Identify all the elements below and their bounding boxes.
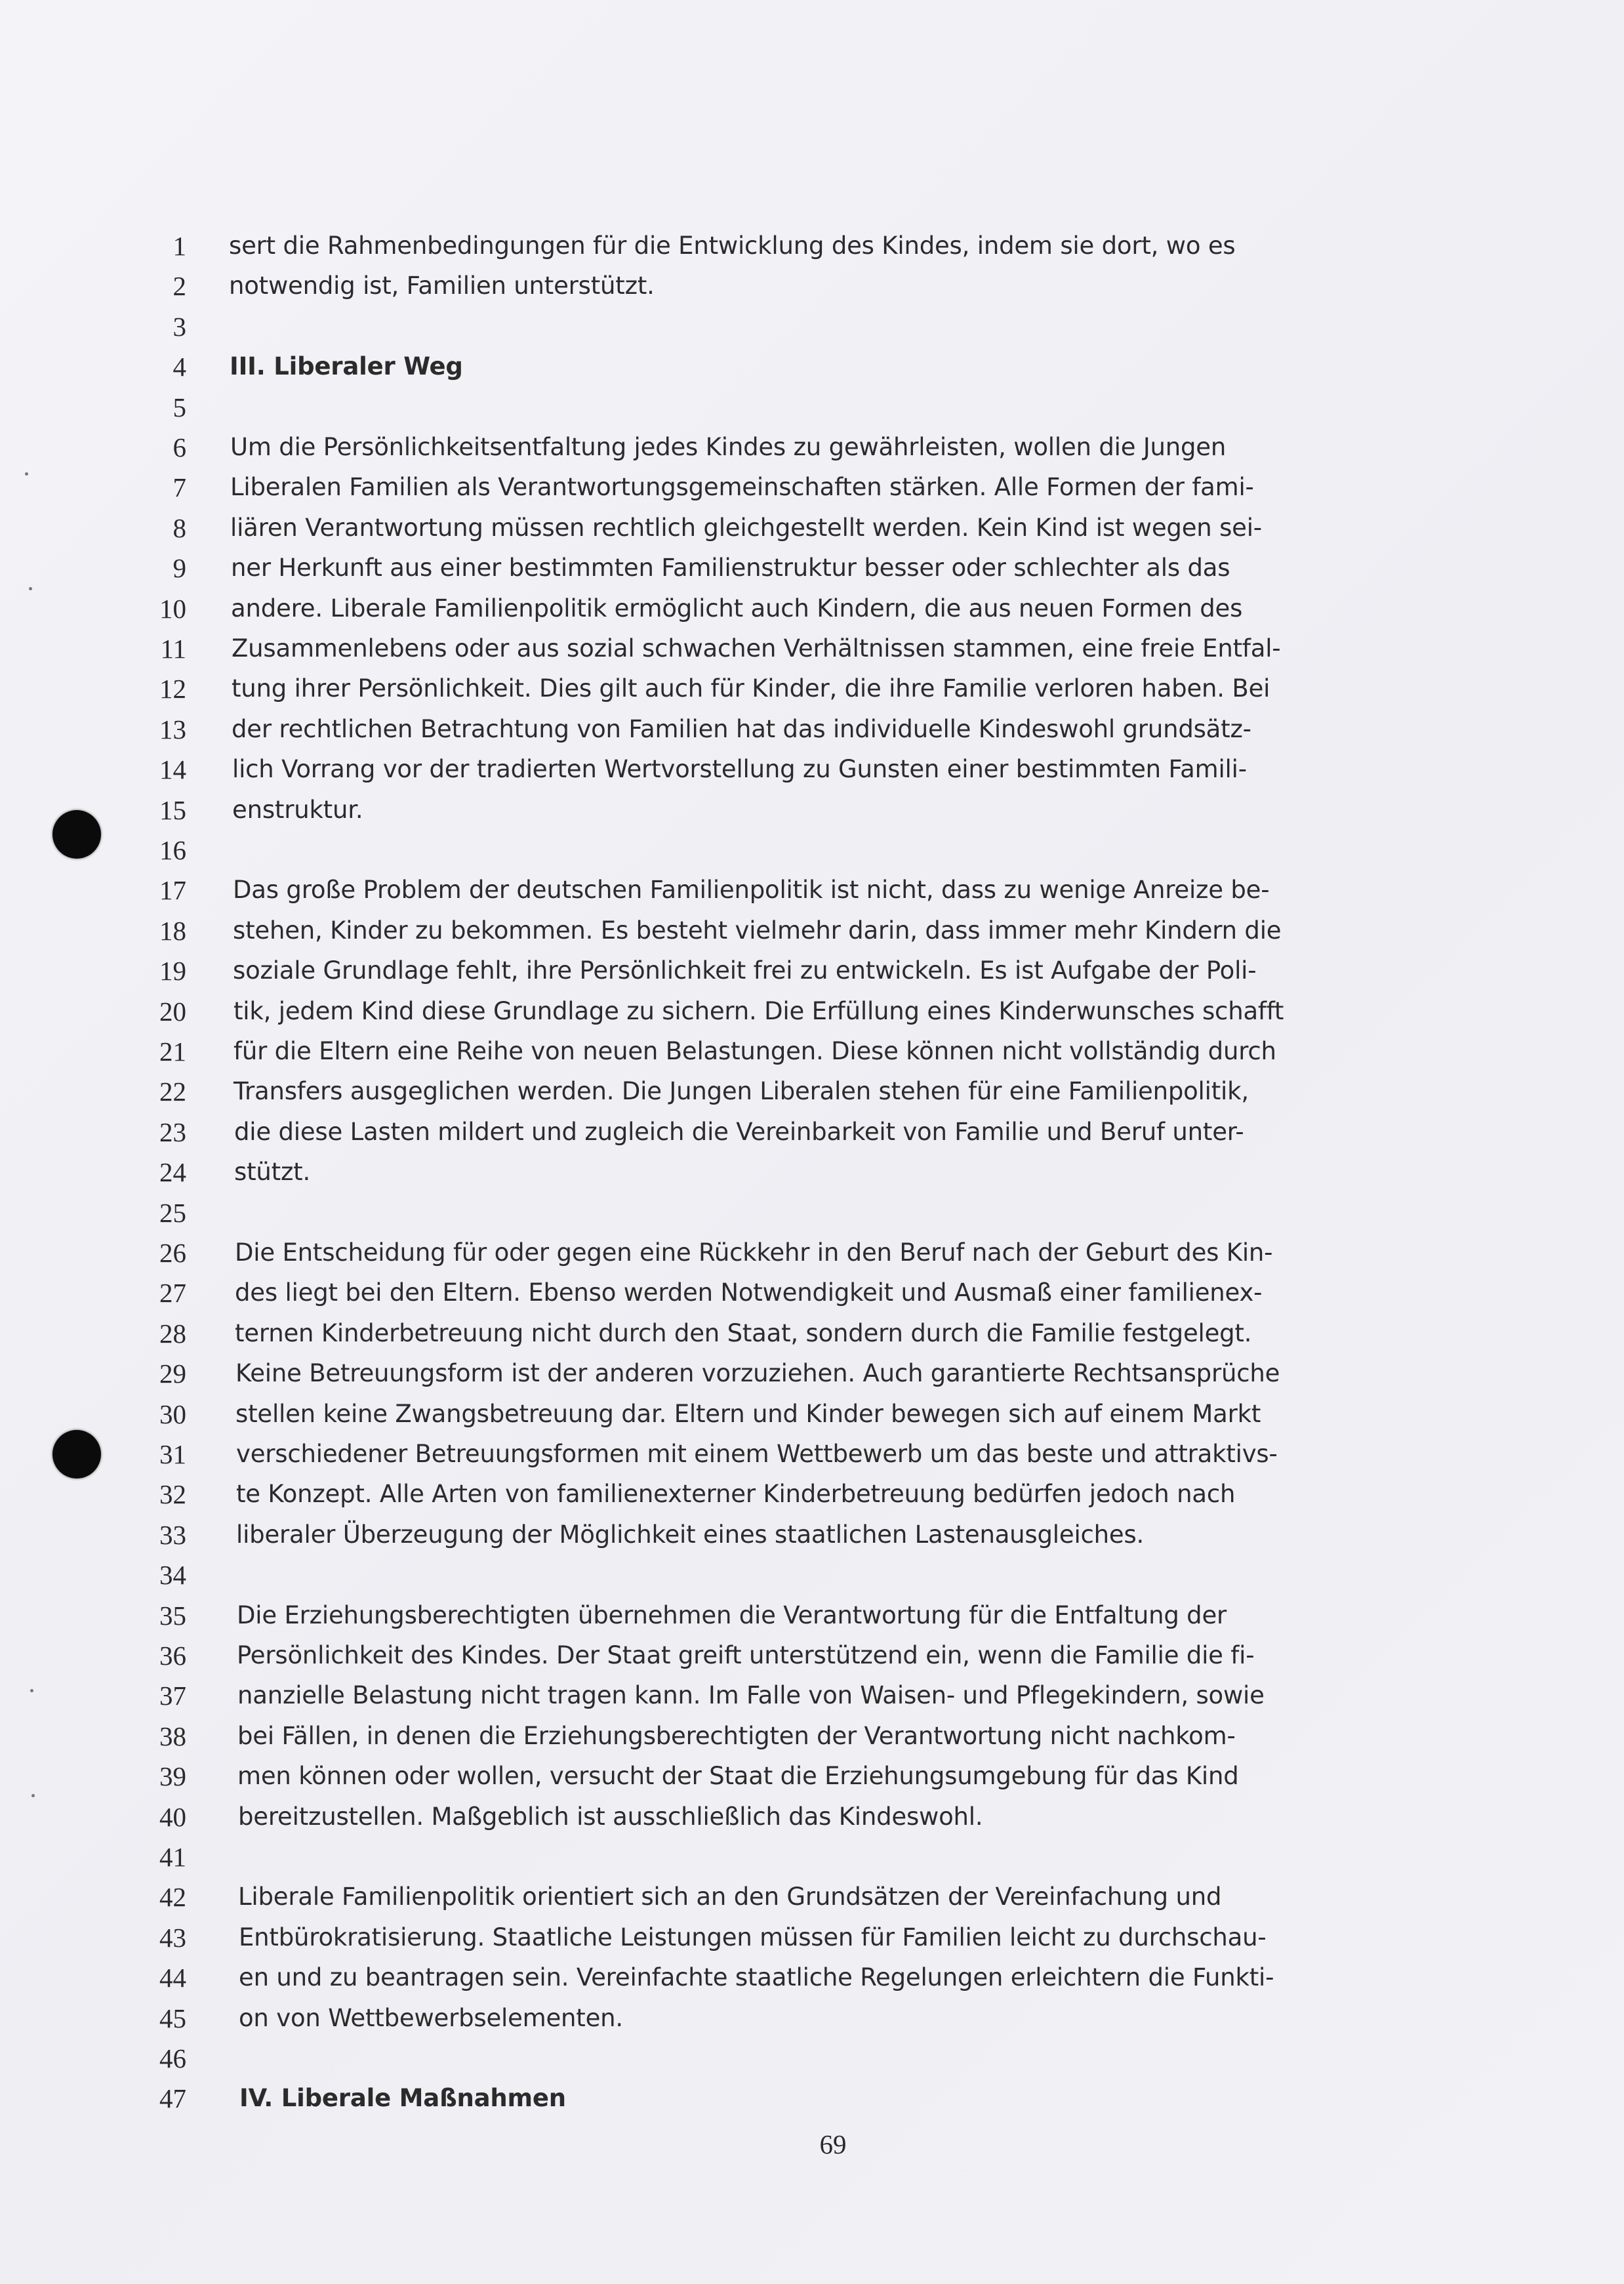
text-line — [0, 1232, 1624, 1274]
text-line — [0, 869, 1624, 911]
text-line — [0, 1917, 1624, 1959]
line-text: Zusammenlebens oder aus sozial schwachen Verhältnissen stammen, eine freie Entfal- — [232, 634, 1281, 663]
line-number: 19 — [159, 956, 186, 986]
line-number: 44 — [159, 1963, 186, 1993]
text-line — [0, 1876, 1624, 1918]
line-number: 18 — [159, 916, 186, 946]
text-line — [0, 1997, 1624, 2039]
line-text: bei Fällen, in denen die Erziehungsberechtigten der Verantwortung nicht nachkom- — [237, 1722, 1236, 1750]
line-text: notwendig ist, Familien unterstützt. — [229, 272, 655, 300]
text-line — [0, 1111, 1624, 1153]
line-text: Die Erziehungsberechtigten übernehmen die Verantwortung für die Entfaltung der — [237, 1601, 1227, 1629]
text-line — [0, 1595, 1624, 1637]
line-number: 1 — [173, 231, 186, 261]
line-text: stellen keine Zwangsbetreuung dar. Eltern und Kinder bewegen sich auf einem Markt — [235, 1400, 1261, 1428]
text-line — [0, 306, 1624, 348]
text-line — [0, 950, 1624, 992]
line-number: 28 — [159, 1318, 186, 1349]
text-line — [0, 2077, 1624, 2119]
text-line — [0, 1796, 1624, 1838]
line-text: te Konzept. Alle Arten von familienexterner Kinderbetreuung bedürfen jedoch nach — [236, 1480, 1236, 1508]
text-line — [0, 1353, 1624, 1395]
line-text: verschiedener Betreuungsformen mit einem Wettbewerb um das beste und attraktivs- — [236, 1440, 1278, 1468]
text-line — [0, 547, 1624, 589]
line-number: 24 — [159, 1157, 186, 1187]
line-text: liberaler Überzeugung der Möglichkeit eines staatlichen Lastenausgleiches. — [236, 1520, 1145, 1549]
line-text: on von Wettbewerbselementen. — [239, 2004, 623, 2032]
text-line — [0, 1192, 1624, 1234]
line-number: 29 — [159, 1358, 186, 1389]
line-text: die diese Lasten mildert und zugleich die Vereinbarkeit von Familie und Beruf unter- — [234, 1118, 1244, 1146]
text-line — [0, 1635, 1624, 1677]
line-text: für die Eltern eine Reihe von neuen Belastungen. Diese können nicht vollständig durch — [233, 1037, 1276, 1065]
text-line — [0, 588, 1624, 630]
line-number: 14 — [159, 754, 186, 785]
line-text: Um die Persönlichkeitsentfaltung jedes Kindes zu gewährleisten, wollen die Jungen — [230, 433, 1227, 461]
line-text: Das große Problem der deutschen Familienpolitik ist nicht, dass zu wenige Anreize be- — [233, 876, 1270, 904]
line-number: 33 — [159, 1520, 186, 1550]
text-line — [0, 507, 1624, 549]
line-number: 42 — [159, 1882, 186, 1912]
line-text: ternen Kinderbetreuung nicht durch den Staat, sondern durch die Familie festgelegt. — [235, 1319, 1252, 1347]
line-number: 41 — [159, 1842, 186, 1872]
line-number: 21 — [159, 1036, 186, 1067]
text-line — [0, 1433, 1624, 1475]
line-text: men können oder wollen, versucht der Staat die Erziehungsumgebung für das Kind — [237, 1762, 1239, 1790]
text-line — [0, 225, 1624, 267]
line-number: 38 — [159, 1721, 186, 1751]
line-number: 15 — [159, 795, 186, 825]
line-text: soziale Grundlage fehlt, ihre Persönlichkeit frei zu entwickeln. Es ist Aufgabe der Poli- — [233, 956, 1257, 985]
text-line — [0, 426, 1624, 468]
line-number: 36 — [159, 1641, 186, 1671]
line-number: 6 — [173, 432, 186, 462]
text-line — [0, 1514, 1624, 1556]
line-number: 35 — [159, 1601, 186, 1631]
text-line — [0, 1071, 1624, 1112]
line-text: Keine Betreuungsform ist der anderen vorzuziehen. Auch garantierte Rechtsansprüche — [235, 1359, 1280, 1387]
line-number: 47 — [159, 2083, 186, 2113]
line-text: Transfers ausgeglichen werden. Die Jungen Liberalen stehen für eine Familienpolitik, — [233, 1077, 1249, 1105]
line-number: 20 — [159, 996, 186, 1027]
text-line — [0, 910, 1624, 952]
line-number: 3 — [173, 312, 186, 342]
line-number: 43 — [159, 1923, 186, 1953]
line-text: bereitzustellen. Maßgeblich ist ausschließlich das Kindeswohl. — [238, 1803, 983, 1831]
line-text: tung ihrer Persönlichkeit. Dies gilt auch für Kinder, die ihre Familie verloren haben. Bei — [232, 674, 1270, 703]
text-line — [0, 1836, 1624, 1878]
line-number: 45 — [159, 2003, 186, 2033]
line-number: 17 — [159, 875, 186, 905]
text-line — [0, 668, 1624, 710]
line-number: 8 — [173, 513, 186, 543]
page-number: 69 — [819, 2129, 847, 2159]
line-text: lich Vorrang vor der tradierten Wertvorstellung zu Gunsten einer bestimmten Famili- — [232, 755, 1247, 783]
line-text: enstruktur. — [232, 796, 363, 824]
text-line — [0, 990, 1624, 1032]
text-line — [0, 2037, 1624, 2079]
line-number: 2 — [173, 271, 186, 301]
line-number: 26 — [159, 1238, 186, 1268]
text-line — [0, 628, 1624, 670]
text-line — [0, 1715, 1624, 1757]
line-text: tik, jedem Kind diese Grundlage zu sichern. Die Erfüllung eines Kinderwunsches schafft — [233, 997, 1284, 1025]
text-line — [0, 789, 1624, 831]
text-line — [0, 1313, 1624, 1355]
text-line — [0, 346, 1624, 388]
line-text: nanzielle Belastung nicht tragen kann. Im Falle von Waisen- und Pflegekindern, sowie — [237, 1681, 1265, 1709]
text-line — [0, 466, 1624, 508]
line-text: der rechtlichen Betrachtung von Familien hat das individuelle Kindeswohl grundsätz- — [232, 715, 1251, 743]
line-text: des liegt bei den Eltern. Ebenso werden Notwendigkeit und Ausmaß einer familienex- — [235, 1278, 1263, 1307]
section-heading: IV. Liberale Maßnahmen — [239, 2084, 566, 2112]
line-number: 40 — [159, 1802, 186, 1832]
line-number: 10 — [159, 594, 186, 624]
line-number: 23 — [159, 1117, 186, 1147]
text-line — [0, 386, 1624, 428]
line-number: 27 — [159, 1278, 186, 1308]
line-number: 4 — [173, 352, 186, 382]
text-line — [0, 1755, 1624, 1797]
line-text: stützt. — [234, 1158, 311, 1186]
line-text: ner Herkunft aus einer bestimmten Familienstruktur besser oder schlechter als das — [231, 554, 1230, 582]
line-number: 34 — [159, 1560, 186, 1590]
line-text: Entbürokratisierung. Staatliche Leistungen müssen für Familien leicht zu durchschau- — [239, 1923, 1267, 1951]
line-text: sert die Rahmenbedingungen für die Entwicklung des Kindes, indem sie dort, wo es — [229, 232, 1236, 260]
line-text: Persönlichkeit des Kindes. Der Staat greift unterstützend ein, wenn die Familie die fi- — [237, 1641, 1255, 1669]
line-text: liären Verantwortung müssen rechtlich gleichgestellt werden. Kein Kind ist wegen sei- — [230, 514, 1262, 542]
line-text: Die Entscheidung für oder gegen eine Rückkehr in den Beruf nach der Geburt des Kin- — [235, 1238, 1273, 1267]
line-number: 12 — [159, 674, 186, 704]
text-line — [0, 708, 1624, 750]
text-line — [0, 1473, 1624, 1515]
text-line — [0, 265, 1624, 307]
line-number: 22 — [159, 1076, 186, 1107]
line-number: 25 — [159, 1198, 186, 1228]
line-number: 9 — [173, 553, 186, 583]
line-number: 37 — [159, 1681, 186, 1711]
line-number: 11 — [160, 634, 186, 664]
line-number: 7 — [173, 472, 186, 502]
line-number: 16 — [159, 835, 186, 865]
line-number: 39 — [159, 1761, 186, 1791]
section-heading: III. Liberaler Weg — [230, 352, 463, 380]
line-number: 32 — [159, 1479, 186, 1509]
text-line — [0, 829, 1624, 871]
text-line — [0, 1030, 1624, 1072]
text-line — [0, 748, 1624, 790]
text-line — [0, 1957, 1624, 1999]
text-line — [0, 1151, 1624, 1193]
line-text: en und zu beantragen sein. Vereinfachte staatliche Regelungen erleichtern die Funkti- — [239, 1963, 1274, 1991]
line-number: 5 — [173, 392, 186, 422]
line-text: andere. Liberale Familienpolitik ermöglicht auch Kindern, die aus neuen Formen des — [231, 594, 1243, 622]
line-text: stehen, Kinder zu bekommen. Es besteht vielmehr darin, dass immer mehr Kindern die — [233, 916, 1282, 945]
line-text: Liberalen Familien als Verantwortungsgemeinschaften stärken. Alle Formen der fami- — [230, 473, 1254, 501]
text-line — [0, 1393, 1624, 1435]
text-line — [0, 1272, 1624, 1314]
line-number: 46 — [159, 2043, 186, 2073]
line-number: 31 — [159, 1439, 186, 1469]
line-number: 30 — [159, 1399, 186, 1429]
line-text: Liberale Familienpolitik orientiert sich an den Grundsätzen der Vereinfachung und — [238, 1883, 1222, 1911]
text-line — [0, 1554, 1624, 1596]
line-number: 13 — [159, 714, 186, 744]
text-line — [0, 1675, 1624, 1717]
